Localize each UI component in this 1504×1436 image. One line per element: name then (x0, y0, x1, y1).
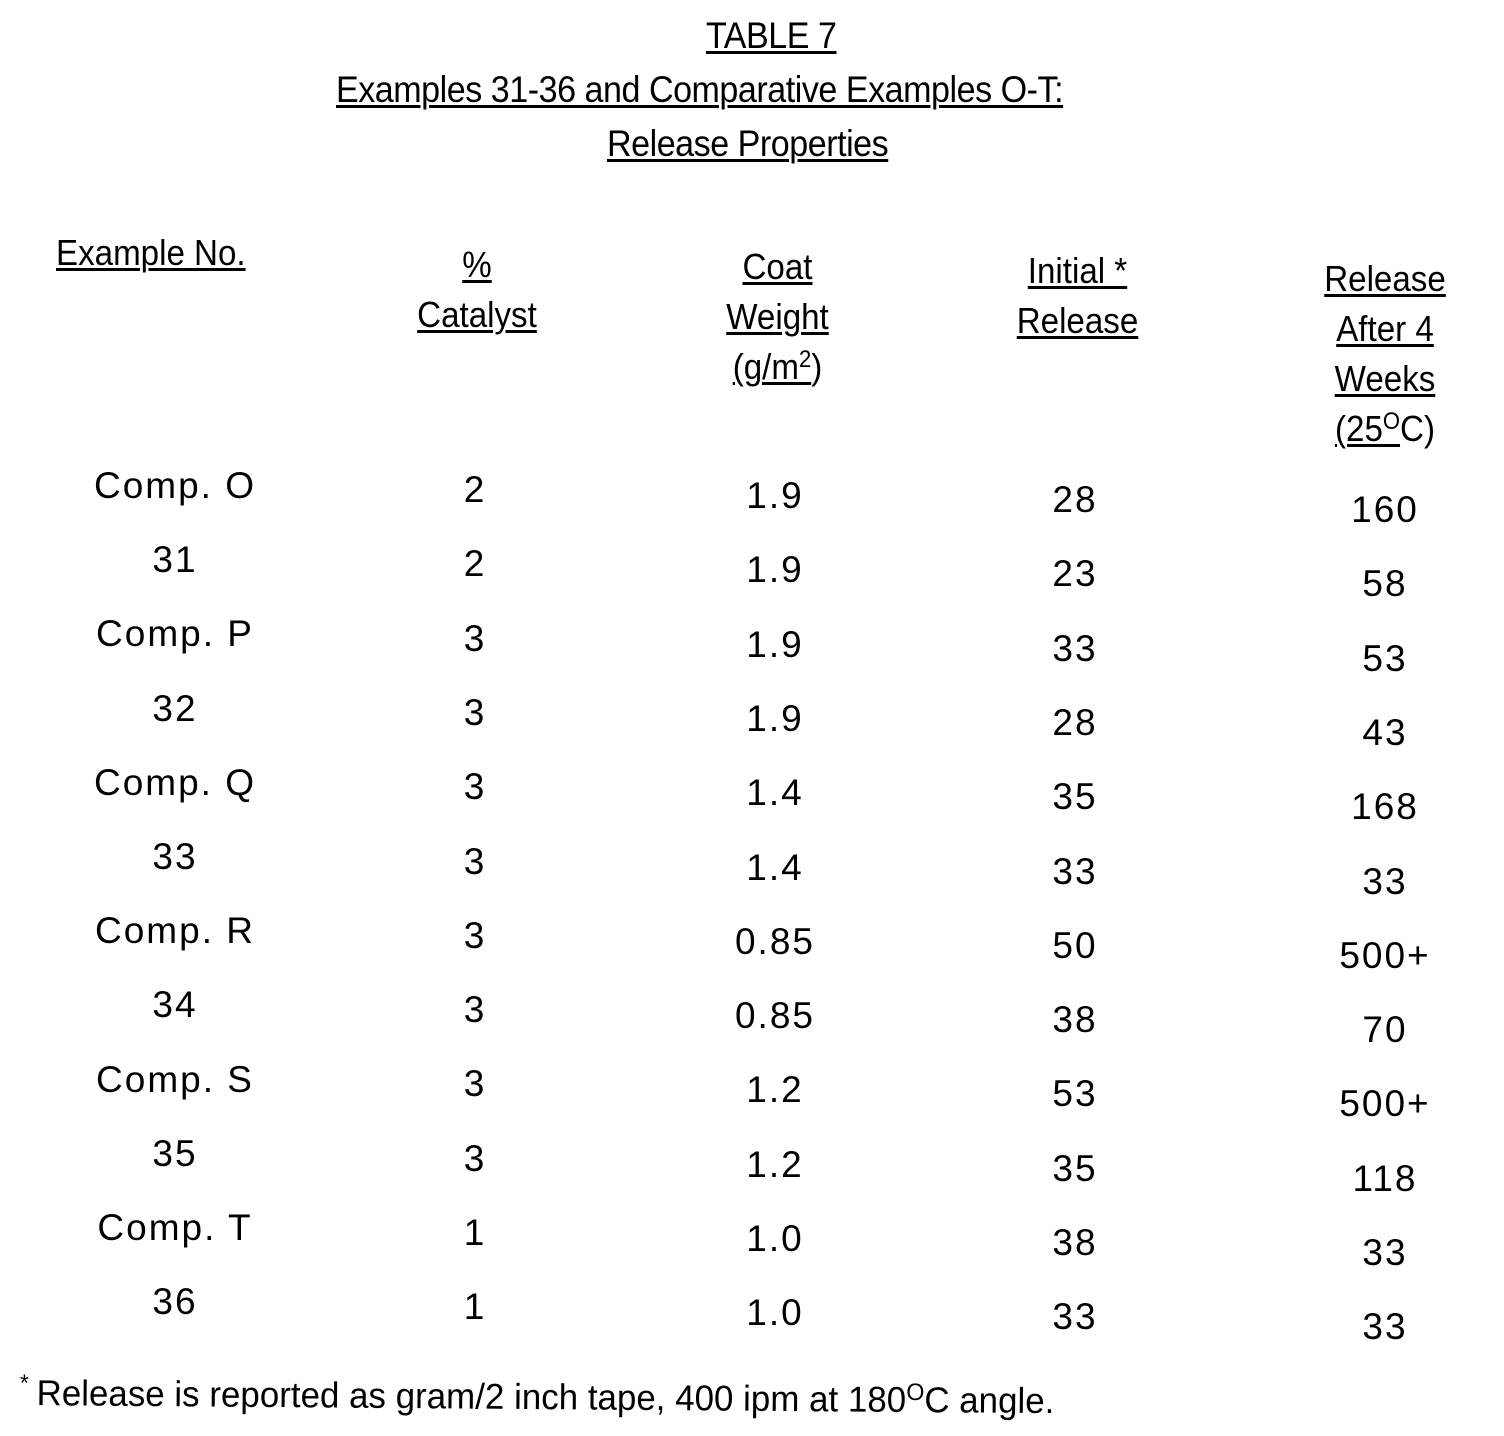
cell-release-after-4-weeks: 33 (1362, 1232, 1408, 1273)
cell-catalyst: 3 (463, 1063, 487, 1105)
header-line: Catalyst (417, 294, 537, 335)
table-subtitle: Examples 31-36 and Comparative Examples O-T: (336, 69, 1064, 110)
cell-initial-release: 50 (1052, 924, 1098, 966)
cell-catalyst: 3 (463, 691, 487, 733)
header-line: Weight (726, 296, 829, 337)
cell-coat-weight: 1.0 (746, 1218, 804, 1259)
header-line: Coat (742, 246, 813, 287)
cell-release-after-4-weeks: 53 (1362, 637, 1408, 679)
cell-initial-release: 33 (1052, 627, 1098, 669)
cell-initial-release: 33 (1052, 850, 1098, 892)
cell-catalyst: 3 (463, 840, 487, 882)
cell-catalyst: 2 (463, 543, 487, 585)
header-line-temp (1298, 404, 1473, 454)
footnote (20, 1362, 1055, 1423)
cell-example-no: 31 (152, 539, 198, 581)
header-line-units (697, 342, 858, 392)
cell-initial-release: 38 (1052, 1222, 1098, 1263)
units-prefix: (g/m (732, 346, 799, 387)
cell-catalyst: 3 (463, 766, 487, 808)
cell-release-after-4-weeks: 168 (1351, 786, 1419, 828)
cell-initial-release: 28 (1052, 479, 1098, 520)
cell-catalyst: 1 (463, 1286, 487, 1328)
header-line: Example No. (56, 232, 246, 273)
cell-example-no: Comp. P (96, 613, 254, 655)
cell-coat-weight: 0.85 (734, 920, 815, 962)
degree-superscript: O (906, 1378, 925, 1407)
cell-release-after-4-weeks: 500+ (1339, 934, 1431, 976)
cell-coat-weight: 1.4 (746, 846, 804, 888)
cell-initial-release: 35 (1052, 776, 1098, 818)
header-line: % (462, 244, 492, 285)
column-header-coat-weight (690, 242, 865, 392)
column-header-catalyst (392, 240, 562, 340)
cell-coat-weight: 1.2 (746, 1069, 804, 1111)
footnote-text: Release is reported as gram/2 inch tape, 400 ipm at 180 (36, 1372, 907, 1420)
temp-prefix: (25 (1334, 408, 1383, 449)
header-line: Initial * (1027, 250, 1128, 291)
cell-coat-weight: 1.9 (746, 475, 804, 516)
degree-superscript: O (1382, 408, 1401, 435)
cell-coat-weight: 0.85 (734, 995, 815, 1037)
cell-catalyst: 2 (463, 469, 487, 510)
cell-example-no: 36 (152, 1281, 198, 1323)
footnote-marker: * (19, 1369, 30, 1398)
cell-example-no: Comp. R (95, 910, 255, 952)
footnote-text-end: C angle. (924, 1379, 1055, 1422)
cell-coat-weight: 1.9 (746, 549, 804, 591)
cell-initial-release: 53 (1052, 1073, 1098, 1115)
cell-example-no: 35 (152, 1132, 198, 1174)
cell-release-after-4-weeks: 160 (1351, 489, 1419, 530)
header-line: Release (1324, 258, 1446, 299)
cell-example-no: Comp. T (97, 1207, 253, 1248)
cell-release-after-4-weeks: 500+ (1339, 1083, 1431, 1125)
cell-catalyst: 1 (463, 1212, 487, 1253)
cell-initial-release: 23 (1052, 553, 1098, 595)
cell-example-no: 34 (152, 984, 198, 1026)
cell-catalyst: 3 (463, 1137, 487, 1179)
cell-catalyst: 3 (463, 989, 487, 1031)
cell-release-after-4-weeks: 33 (1362, 860, 1408, 902)
units-suffix: ) (811, 346, 823, 387)
temp-suffix: C) (1400, 408, 1435, 449)
cell-release-after-4-weeks: 70 (1362, 1009, 1408, 1051)
column-header-release-after-4-weeks (1290, 254, 1480, 454)
cell-initial-release: 35 (1052, 1147, 1098, 1189)
cell-release-after-4-weeks: 33 (1362, 1306, 1408, 1348)
cell-example-no: Comp. O (93, 465, 257, 506)
cell-example-no: 32 (152, 687, 198, 729)
table-subtitle-2: Release Properties (607, 123, 889, 164)
column-header-initial-release (985, 246, 1170, 346)
cell-catalyst: 3 (463, 914, 487, 956)
header-line: Release (1016, 300, 1139, 341)
cell-coat-weight: 1.0 (746, 1292, 804, 1334)
cell-initial-release: 28 (1052, 701, 1098, 743)
cell-release-after-4-weeks: 43 (1362, 711, 1408, 753)
cell-initial-release: 33 (1052, 1296, 1098, 1338)
cell-coat-weight: 1.9 (746, 623, 804, 665)
cell-release-after-4-weeks: 118 (1352, 1157, 1418, 1199)
cell-initial-release: 38 (1052, 999, 1098, 1041)
cell-example-no: Comp. Q (93, 761, 257, 803)
column-header-example-no (56, 228, 301, 278)
table-label: TABLE 7 (706, 15, 837, 56)
cell-release-after-4-weeks: 58 (1362, 563, 1408, 605)
cell-coat-weight: 1.9 (746, 697, 804, 739)
cell-coat-weight: 1.2 (746, 1143, 804, 1185)
cell-catalyst: 3 (463, 617, 487, 659)
cell-example-no: 33 (152, 836, 198, 877)
units-superscript: 2 (798, 346, 812, 373)
cell-example-no: Comp. S (96, 1058, 254, 1100)
cell-coat-weight: 1.4 (746, 772, 804, 814)
header-line: Weeks (1334, 358, 1436, 399)
header-line: After 4 (1336, 308, 1434, 349)
